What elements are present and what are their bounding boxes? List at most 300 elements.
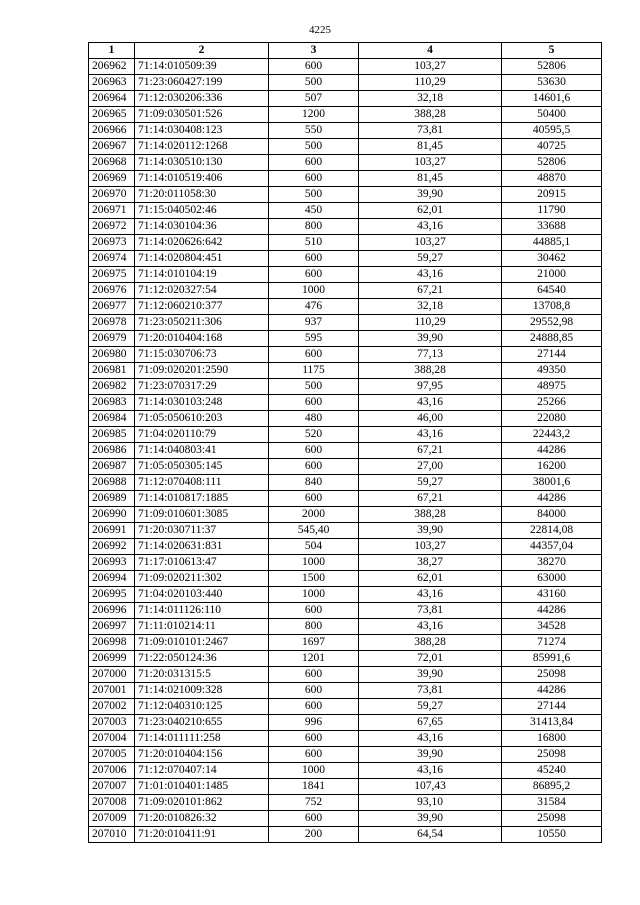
area-cell: 1000 — [269, 587, 359, 603]
cadastral-number-cell: 71:12:040310:125 — [135, 699, 269, 715]
cadastral-number-cell: 71:11:010214:11 — [135, 619, 269, 635]
cadastral-number-cell: 71:04:020110:79 — [135, 427, 269, 443]
table-row — [89, 779, 602, 795]
table-row — [89, 91, 602, 107]
rate-cell: 39,90 — [359, 747, 502, 763]
rate-cell: 43,16 — [359, 267, 502, 283]
cadastral-table — [88, 42, 602, 843]
cadastral-number-cell: 71:20:010404:156 — [135, 747, 269, 763]
cadastral-number-cell: 71:14:020626:642 — [135, 235, 269, 251]
rate-cell: 388,28 — [359, 635, 502, 651]
area-cell: 600 — [269, 667, 359, 683]
table-row — [89, 267, 602, 283]
column-header-5: 5 — [502, 43, 602, 59]
area-cell: 500 — [269, 75, 359, 91]
area-cell: 1200 — [269, 107, 359, 123]
cadastral-value-cell: 13708,8 — [502, 299, 602, 315]
row-number-cell: 206988 — [89, 475, 135, 491]
cadastral-value-cell: 31584 — [502, 795, 602, 811]
rate-cell: 62,01 — [359, 571, 502, 587]
area-cell: 600 — [269, 171, 359, 187]
rate-cell: 43,16 — [359, 587, 502, 603]
row-number-cell: 206963 — [89, 75, 135, 91]
table-row — [89, 171, 602, 187]
cadastral-value-cell: 27144 — [502, 347, 602, 363]
cadastral-number-cell: 71:15:040502:46 — [135, 203, 269, 219]
cadastral-value-cell: 44286 — [502, 683, 602, 699]
cadastral-number-cell: 71:23:060427:199 — [135, 75, 269, 91]
cadastral-number-cell: 71:12:060210:377 — [135, 299, 269, 315]
rate-cell: 110,29 — [359, 75, 502, 91]
table-row — [89, 491, 602, 507]
row-number-cell: 206970 — [89, 187, 135, 203]
table-row — [89, 699, 602, 715]
cadastral-number-cell: 71:14:030408:123 — [135, 123, 269, 139]
table-row — [89, 571, 602, 587]
cadastral-value-cell: 40595,5 — [502, 123, 602, 139]
table-row — [89, 443, 602, 459]
table-header-row — [89, 43, 602, 59]
cadastral-value-cell: 27144 — [502, 699, 602, 715]
table-row — [89, 635, 602, 651]
cadastral-number-cell: 71:01:010401:1485 — [135, 779, 269, 795]
rate-cell: 39,90 — [359, 811, 502, 827]
row-number-cell: 206993 — [89, 555, 135, 571]
area-cell: 1000 — [269, 763, 359, 779]
table-row — [89, 459, 602, 475]
rate-cell: 67,21 — [359, 443, 502, 459]
cadastral-value-cell: 24888,85 — [502, 331, 602, 347]
rate-cell: 32,18 — [359, 91, 502, 107]
cadastral-number-cell: 71:15:030706:73 — [135, 347, 269, 363]
area-cell: 840 — [269, 475, 359, 491]
area-cell: 500 — [269, 139, 359, 155]
table-row — [89, 539, 602, 555]
area-cell: 1697 — [269, 635, 359, 651]
row-number-cell: 206978 — [89, 315, 135, 331]
table-row — [89, 555, 602, 571]
table-row — [89, 395, 602, 411]
rate-cell: 39,90 — [359, 667, 502, 683]
area-cell: 600 — [269, 683, 359, 699]
row-number-cell: 206964 — [89, 91, 135, 107]
table-row — [89, 811, 602, 827]
cadastral-number-cell: 71:14:010104:19 — [135, 267, 269, 283]
area-cell: 752 — [269, 795, 359, 811]
table-row — [89, 427, 602, 443]
cadastral-number-cell: 71:14:020804:451 — [135, 251, 269, 267]
row-number-cell: 206995 — [89, 587, 135, 603]
table-row — [89, 411, 602, 427]
table-row — [89, 107, 602, 123]
area-cell: 500 — [269, 187, 359, 203]
cadastral-value-cell: 53630 — [502, 75, 602, 91]
cadastral-value-cell: 52806 — [502, 155, 602, 171]
cadastral-number-cell: 71:04:020103:440 — [135, 587, 269, 603]
area-cell: 800 — [269, 219, 359, 235]
rate-cell: 72,01 — [359, 651, 502, 667]
row-number-cell: 207007 — [89, 779, 135, 795]
column-header-2: 2 — [135, 43, 269, 59]
cadastral-value-cell: 16800 — [502, 731, 602, 747]
cadastral-number-cell: 71:14:021009:328 — [135, 683, 269, 699]
row-number-cell: 206974 — [89, 251, 135, 267]
cadastral-value-cell: 25098 — [502, 667, 602, 683]
table-row — [89, 235, 602, 251]
cadastral-number-cell: 71:20:030711:37 — [135, 523, 269, 539]
rate-cell: 73,81 — [359, 603, 502, 619]
row-number-cell: 206967 — [89, 139, 135, 155]
table-row — [89, 747, 602, 763]
cadastral-value-cell: 64540 — [502, 283, 602, 299]
area-cell: 600 — [269, 347, 359, 363]
row-number-cell: 206977 — [89, 299, 135, 315]
cadastral-value-cell: 11790 — [502, 203, 602, 219]
row-number-cell: 206976 — [89, 283, 135, 299]
row-number-cell: 206971 — [89, 203, 135, 219]
cadastral-number-cell: 71:14:040803:41 — [135, 443, 269, 459]
rate-cell: 43,16 — [359, 427, 502, 443]
row-number-cell: 206984 — [89, 411, 135, 427]
area-cell: 1000 — [269, 283, 359, 299]
rate-cell: 27,00 — [359, 459, 502, 475]
table-row — [89, 155, 602, 171]
area-cell: 1000 — [269, 555, 359, 571]
row-number-cell: 207004 — [89, 731, 135, 747]
cadastral-value-cell: 44885,1 — [502, 235, 602, 251]
cadastral-value-cell: 16200 — [502, 459, 602, 475]
cadastral-value-cell: 22080 — [502, 411, 602, 427]
rate-cell: 59,27 — [359, 475, 502, 491]
row-number-cell: 206979 — [89, 331, 135, 347]
rate-cell: 67,21 — [359, 491, 502, 507]
rate-cell: 59,27 — [359, 699, 502, 715]
row-number-cell: 206992 — [89, 539, 135, 555]
cadastral-number-cell: 71:12:020327:54 — [135, 283, 269, 299]
cadastral-value-cell: 44286 — [502, 443, 602, 459]
rate-cell: 73,81 — [359, 683, 502, 699]
area-cell: 1201 — [269, 651, 359, 667]
table-row — [89, 763, 602, 779]
row-number-cell: 207000 — [89, 667, 135, 683]
rate-cell: 81,45 — [359, 171, 502, 187]
cadastral-number-cell: 71:14:020112:1268 — [135, 139, 269, 155]
cadastral-number-cell: 71:14:030104:36 — [135, 219, 269, 235]
cadastral-number-cell: 71:20:010826:32 — [135, 811, 269, 827]
cadastral-value-cell: 44286 — [502, 491, 602, 507]
cadastral-value-cell: 21000 — [502, 267, 602, 283]
cadastral-value-cell: 44357,04 — [502, 539, 602, 555]
table-body — [89, 59, 602, 843]
cadastral-number-cell: 71:09:030501:526 — [135, 107, 269, 123]
cadastral-value-cell: 43160 — [502, 587, 602, 603]
area-cell: 507 — [269, 91, 359, 107]
cadastral-value-cell: 49350 — [502, 363, 602, 379]
cadastral-value-cell: 31413,84 — [502, 715, 602, 731]
row-number-cell: 206965 — [89, 107, 135, 123]
area-cell: 1841 — [269, 779, 359, 795]
cadastral-number-cell: 71:14:011126:110 — [135, 603, 269, 619]
cadastral-number-cell: 71:17:010613:47 — [135, 555, 269, 571]
area-cell: 520 — [269, 427, 359, 443]
cadastral-value-cell: 40725 — [502, 139, 602, 155]
row-number-cell: 207003 — [89, 715, 135, 731]
rate-cell: 103,27 — [359, 59, 502, 75]
cadastral-value-cell: 85991,6 — [502, 651, 602, 667]
row-number-cell: 206997 — [89, 619, 135, 635]
row-number-cell: 206968 — [89, 155, 135, 171]
area-cell: 600 — [269, 267, 359, 283]
table-row — [89, 619, 602, 635]
area-cell: 996 — [269, 715, 359, 731]
table-row — [89, 59, 602, 75]
cadastral-number-cell: 71:12:070408:111 — [135, 475, 269, 491]
row-number-cell: 207002 — [89, 699, 135, 715]
cadastral-number-cell: 71:23:050211:306 — [135, 315, 269, 331]
table-row — [89, 75, 602, 91]
rate-cell: 62,01 — [359, 203, 502, 219]
area-cell: 480 — [269, 411, 359, 427]
area-cell: 600 — [269, 747, 359, 763]
column-header-3: 3 — [269, 43, 359, 59]
rate-cell: 110,29 — [359, 315, 502, 331]
row-number-cell: 206973 — [89, 235, 135, 251]
area-cell: 504 — [269, 539, 359, 555]
row-number-cell: 206980 — [89, 347, 135, 363]
cadastral-number-cell: 71:12:030206:336 — [135, 91, 269, 107]
cadastral-number-cell: 71:14:010519:406 — [135, 171, 269, 187]
cadastral-number-cell: 71:12:070407:14 — [135, 763, 269, 779]
row-number-cell: 206982 — [89, 379, 135, 395]
rate-cell: 77,13 — [359, 347, 502, 363]
area-cell: 510 — [269, 235, 359, 251]
area-cell: 476 — [269, 299, 359, 315]
column-header-4: 4 — [359, 43, 502, 59]
cadastral-value-cell: 38001,6 — [502, 475, 602, 491]
rate-cell: 46,00 — [359, 411, 502, 427]
table-row — [89, 683, 602, 699]
cadastral-value-cell: 10550 — [502, 827, 602, 843]
cadastral-number-cell: 71:09:010601:3085 — [135, 507, 269, 523]
row-number-cell: 207010 — [89, 827, 135, 843]
rate-cell: 59,27 — [359, 251, 502, 267]
page-number: 4225 — [309, 24, 331, 36]
cadastral-value-cell: 71274 — [502, 635, 602, 651]
cadastral-number-cell: 71:14:020631:831 — [135, 539, 269, 555]
rate-cell: 67,65 — [359, 715, 502, 731]
table-row — [89, 203, 602, 219]
row-number-cell: 206996 — [89, 603, 135, 619]
table-row — [89, 283, 602, 299]
rate-cell: 103,27 — [359, 235, 502, 251]
rate-cell: 388,28 — [359, 107, 502, 123]
rate-cell: 388,28 — [359, 363, 502, 379]
cadastral-number-cell: 71:05:050610:203 — [135, 411, 269, 427]
table-row — [89, 651, 602, 667]
area-cell: 600 — [269, 811, 359, 827]
cadastral-value-cell: 38270 — [502, 555, 602, 571]
cadastral-value-cell: 34528 — [502, 619, 602, 635]
area-cell: 1175 — [269, 363, 359, 379]
table-row — [89, 715, 602, 731]
row-number-cell: 206989 — [89, 491, 135, 507]
rate-cell: 32,18 — [359, 299, 502, 315]
cadastral-number-cell: 71:05:050305:145 — [135, 459, 269, 475]
row-number-cell: 206986 — [89, 443, 135, 459]
row-number-cell: 206962 — [89, 59, 135, 75]
cadastral-number-cell: 71:09:010101:2467 — [135, 635, 269, 651]
cadastral-value-cell: 48870 — [502, 171, 602, 187]
row-number-cell: 207001 — [89, 683, 135, 699]
row-number-cell: 206998 — [89, 635, 135, 651]
rate-cell: 93,10 — [359, 795, 502, 811]
row-number-cell: 207008 — [89, 795, 135, 811]
table-row — [89, 667, 602, 683]
rate-cell: 388,28 — [359, 507, 502, 523]
cadastral-value-cell: 44286 — [502, 603, 602, 619]
area-cell: 600 — [269, 155, 359, 171]
rate-cell: 43,16 — [359, 219, 502, 235]
area-cell: 2000 — [269, 507, 359, 523]
cadastral-value-cell: 52806 — [502, 59, 602, 75]
area-cell: 450 — [269, 203, 359, 219]
area-cell: 600 — [269, 59, 359, 75]
row-number-cell: 206985 — [89, 427, 135, 443]
cadastral-value-cell: 86895,2 — [502, 779, 602, 795]
cadastral-number-cell: 71:14:011111:258 — [135, 731, 269, 747]
cadastral-value-cell: 25098 — [502, 747, 602, 763]
area-cell: 600 — [269, 603, 359, 619]
cadastral-number-cell: 71:09:020211:302 — [135, 571, 269, 587]
table-row — [89, 523, 602, 539]
cadastral-value-cell: 22814,08 — [502, 523, 602, 539]
row-number-cell: 206983 — [89, 395, 135, 411]
table-row — [89, 379, 602, 395]
rate-cell: 39,90 — [359, 187, 502, 203]
table-row — [89, 315, 602, 331]
cadastral-number-cell: 71:20:010404:168 — [135, 331, 269, 347]
cadastral-value-cell: 63000 — [502, 571, 602, 587]
area-cell: 600 — [269, 443, 359, 459]
cadastral-value-cell: 30462 — [502, 251, 602, 267]
cadastral-value-cell: 25266 — [502, 395, 602, 411]
area-cell: 600 — [269, 395, 359, 411]
cadastral-number-cell: 71:20:010411:91 — [135, 827, 269, 843]
row-number-cell: 207006 — [89, 763, 135, 779]
table-row — [89, 603, 602, 619]
rate-cell: 64,54 — [359, 827, 502, 843]
area-cell: 545,40 — [269, 523, 359, 539]
cadastral-value-cell: 22443,2 — [502, 427, 602, 443]
row-number-cell: 206972 — [89, 219, 135, 235]
cadastral-value-cell: 33688 — [502, 219, 602, 235]
cadastral-number-cell: 71:09:020101:862 — [135, 795, 269, 811]
table-row — [89, 347, 602, 363]
cadastral-number-cell: 71:20:031315:5 — [135, 667, 269, 683]
table-row — [89, 363, 602, 379]
cadastral-number-cell: 71:23:070317:29 — [135, 379, 269, 395]
area-cell: 1500 — [269, 571, 359, 587]
row-number-cell: 206987 — [89, 459, 135, 475]
area-cell: 600 — [269, 491, 359, 507]
table-row — [89, 187, 602, 203]
cadastral-number-cell: 71:14:030510:130 — [135, 155, 269, 171]
row-number-cell: 206990 — [89, 507, 135, 523]
cadastral-number-cell: 71:20:011058:30 — [135, 187, 269, 203]
cadastral-number-cell: 71:23:040210:655 — [135, 715, 269, 731]
row-number-cell: 206991 — [89, 523, 135, 539]
rate-cell: 103,27 — [359, 539, 502, 555]
cadastral-value-cell: 20915 — [502, 187, 602, 203]
table-row — [89, 219, 602, 235]
table-row — [89, 507, 602, 523]
table-row — [89, 475, 602, 491]
rate-cell: 43,16 — [359, 395, 502, 411]
row-number-cell: 206999 — [89, 651, 135, 667]
area-cell: 600 — [269, 251, 359, 267]
cadastral-value-cell: 14601,6 — [502, 91, 602, 107]
cadastral-value-cell: 48975 — [502, 379, 602, 395]
row-number-cell: 206981 — [89, 363, 135, 379]
cadastral-number-cell: 71:09:020201:2590 — [135, 363, 269, 379]
column-header-1: 1 — [89, 43, 135, 59]
rate-cell: 39,90 — [359, 331, 502, 347]
area-cell: 600 — [269, 731, 359, 747]
cadastral-number-cell: 71:14:030103:248 — [135, 395, 269, 411]
rate-cell: 107,43 — [359, 779, 502, 795]
table-row — [89, 731, 602, 747]
table-row — [89, 123, 602, 139]
rate-cell: 38,27 — [359, 555, 502, 571]
area-cell: 595 — [269, 331, 359, 347]
cadastral-number-cell: 71:14:010817:1885 — [135, 491, 269, 507]
rate-cell: 81,45 — [359, 139, 502, 155]
cadastral-value-cell: 45240 — [502, 763, 602, 779]
row-number-cell: 207005 — [89, 747, 135, 763]
cadastral-number-cell: 71:22:050124:36 — [135, 651, 269, 667]
rate-cell: 43,16 — [359, 731, 502, 747]
rate-cell: 43,16 — [359, 763, 502, 779]
rate-cell: 43,16 — [359, 619, 502, 635]
row-number-cell: 207009 — [89, 811, 135, 827]
rate-cell: 67,21 — [359, 283, 502, 299]
rate-cell: 73,81 — [359, 123, 502, 139]
row-number-cell: 206966 — [89, 123, 135, 139]
area-cell: 550 — [269, 123, 359, 139]
table-row — [89, 587, 602, 603]
rate-cell: 97,95 — [359, 379, 502, 395]
table-row — [89, 331, 602, 347]
cadastral-value-cell: 50400 — [502, 107, 602, 123]
area-cell: 600 — [269, 459, 359, 475]
table-row — [89, 139, 602, 155]
area-cell: 937 — [269, 315, 359, 331]
row-number-cell: 206994 — [89, 571, 135, 587]
cadastral-number-cell: 71:14:010509:39 — [135, 59, 269, 75]
cadastral-value-cell: 84000 — [502, 507, 602, 523]
row-number-cell: 206975 — [89, 267, 135, 283]
cadastral-value-cell: 25098 — [502, 811, 602, 827]
rate-cell: 39,90 — [359, 523, 502, 539]
area-cell: 200 — [269, 827, 359, 843]
table-row — [89, 299, 602, 315]
area-cell: 600 — [269, 699, 359, 715]
cadastral-value-cell: 29552,98 — [502, 315, 602, 331]
table-row — [89, 827, 602, 843]
area-cell: 800 — [269, 619, 359, 635]
table-row — [89, 795, 602, 811]
row-number-cell: 206969 — [89, 171, 135, 187]
